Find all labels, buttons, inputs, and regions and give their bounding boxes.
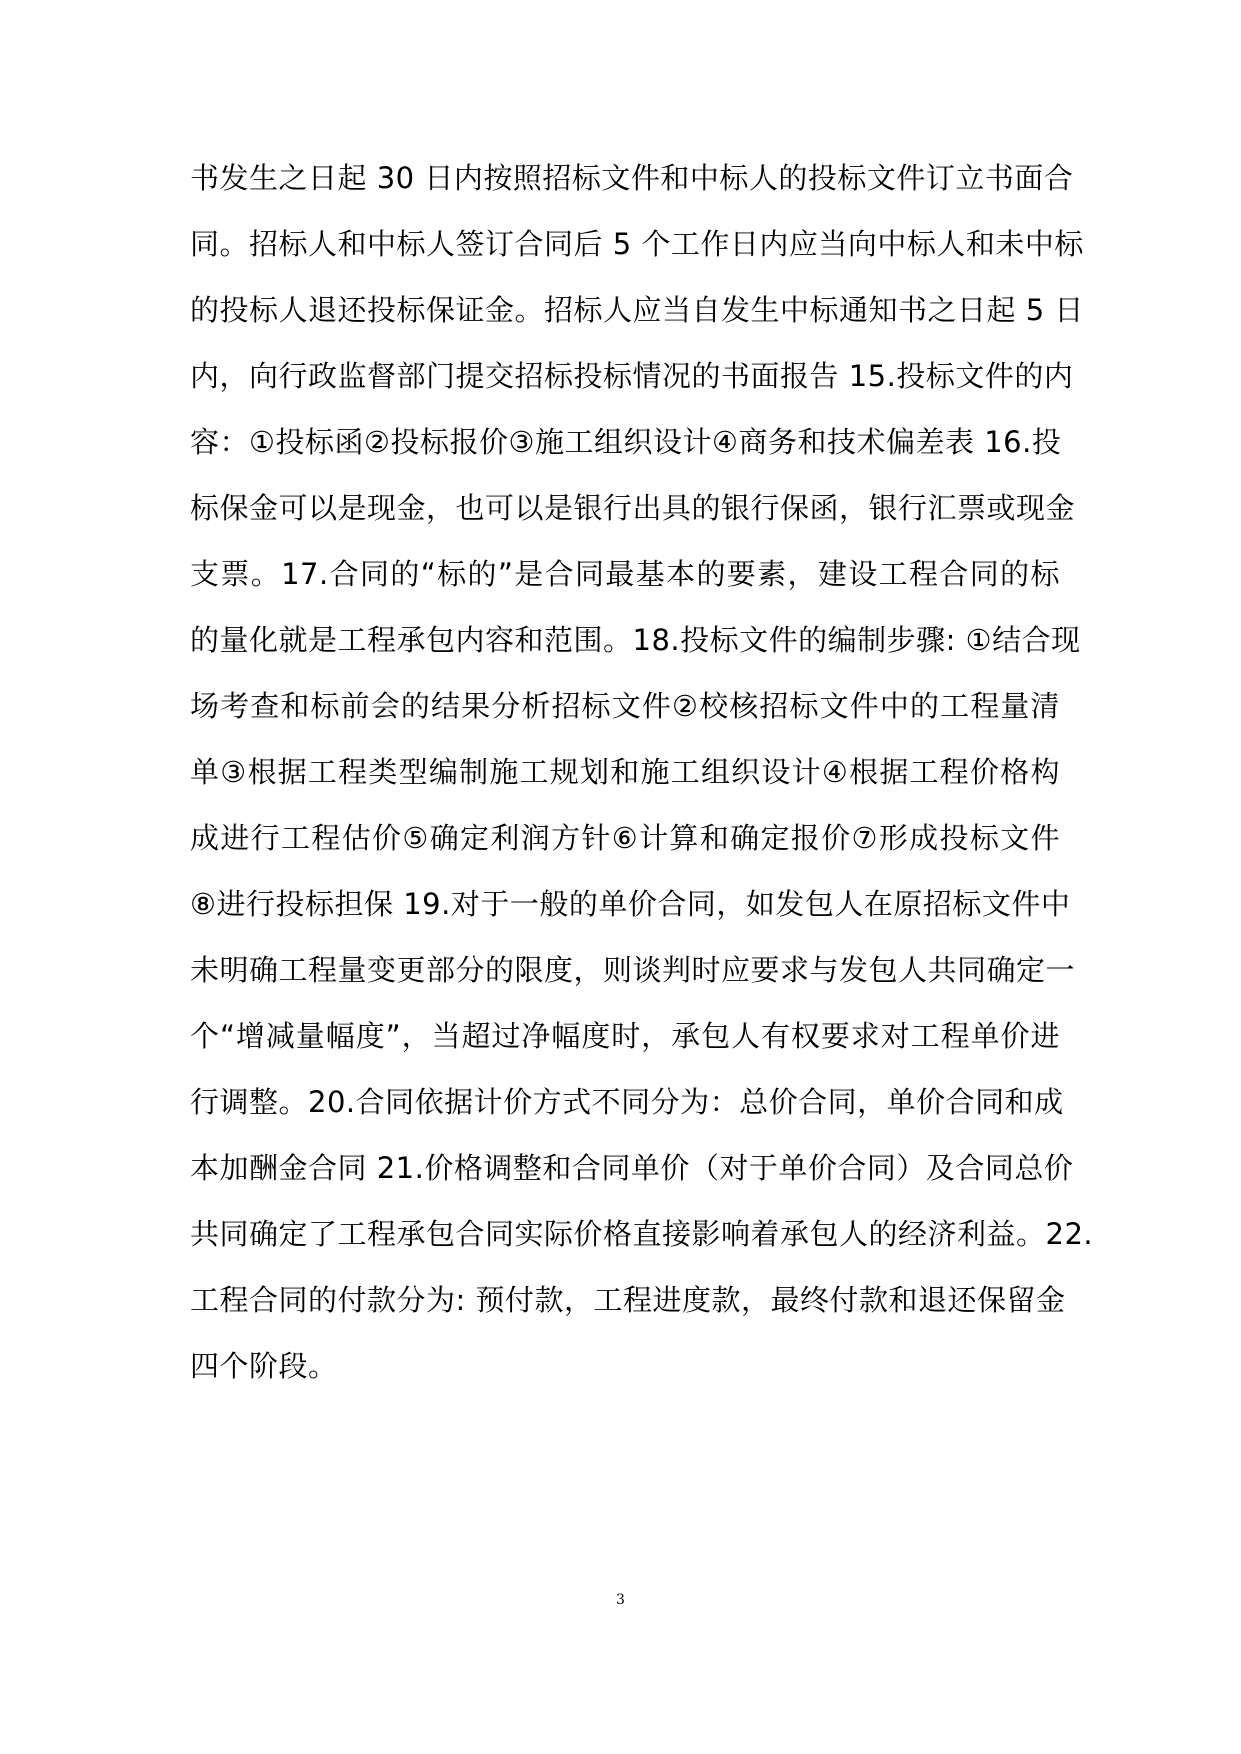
text-line: 的量化就是工程承包内容和范围。18.投标文件的编制步骤: ①结合现 [190, 623, 1081, 657]
text-line: 未明确工程量变更部分的限度，则谈判时应要求与发包人共同确定一 [190, 953, 1076, 987]
text-line: 四个阶段。 [190, 1349, 338, 1383]
text-line: 个“增减量幅度”，当超过净幅度时，承包人有权要求对工程单价进 [190, 1019, 1060, 1053]
text-line: 同。招标人和中标人签订合同后 5 个工作日内应当向中标人和未中标 [190, 227, 1084, 261]
text-line: 场考查和标前会的结果分析招标文件②校核招标文件中的工程量清 [190, 689, 1060, 723]
page-number: 3 [616, 1592, 625, 1608]
text-line: 本加酬金合同 21.价格调整和合同单价（对于单价合同）及合同总价 [190, 1151, 1074, 1185]
text-line: 工程合同的付款分为: 预付款，工程进度款，最终付款和退还保留金 [190, 1283, 1066, 1317]
text-line: 的投标人退还投标保证金。招标人应当自发生中标通知书之日起 5 日 [190, 293, 1084, 327]
text-line: 共同确定了工程承包合同实际价格直接影响着承包人的经济利益。22. [190, 1217, 1094, 1251]
body-text [190, 145, 1094, 1399]
text-line: 行调整。20.合同依据计价方式不同分为：总价合同，单价合同和成 [190, 1085, 1064, 1119]
text-line: 成进行工程估价⑤确定利润方针⑥计算和确定报价⑦形成投标文件 [190, 821, 1060, 855]
text-line: 单③根据工程类型编制施工规划和施工组织设计④根据工程价格构 [190, 755, 1060, 789]
text-line: 书发生之日起 30 日内按照招标文件和中标人的投标文件订立书面合 [190, 161, 1074, 195]
text-line: ⑧进行投标担保 19.对于一般的单价合同，如发包人在原招标文件中 [190, 887, 1071, 921]
text-line: 内，向行政监督部门提交招标投标情况的书面报告 15.投标文件的内 [190, 359, 1074, 393]
text-line: 支票。17.合同的“标的”是合同最基本的要素，建设工程合同的标 [190, 557, 1060, 591]
text-line: 标保金可以是现金，也可以是银行出具的银行保函，银行汇票或现金 [190, 491, 1076, 525]
text-line: 容：①投标函②投标报价③施工组织设计④商务和技术偏差表 16.投 [190, 425, 1062, 459]
